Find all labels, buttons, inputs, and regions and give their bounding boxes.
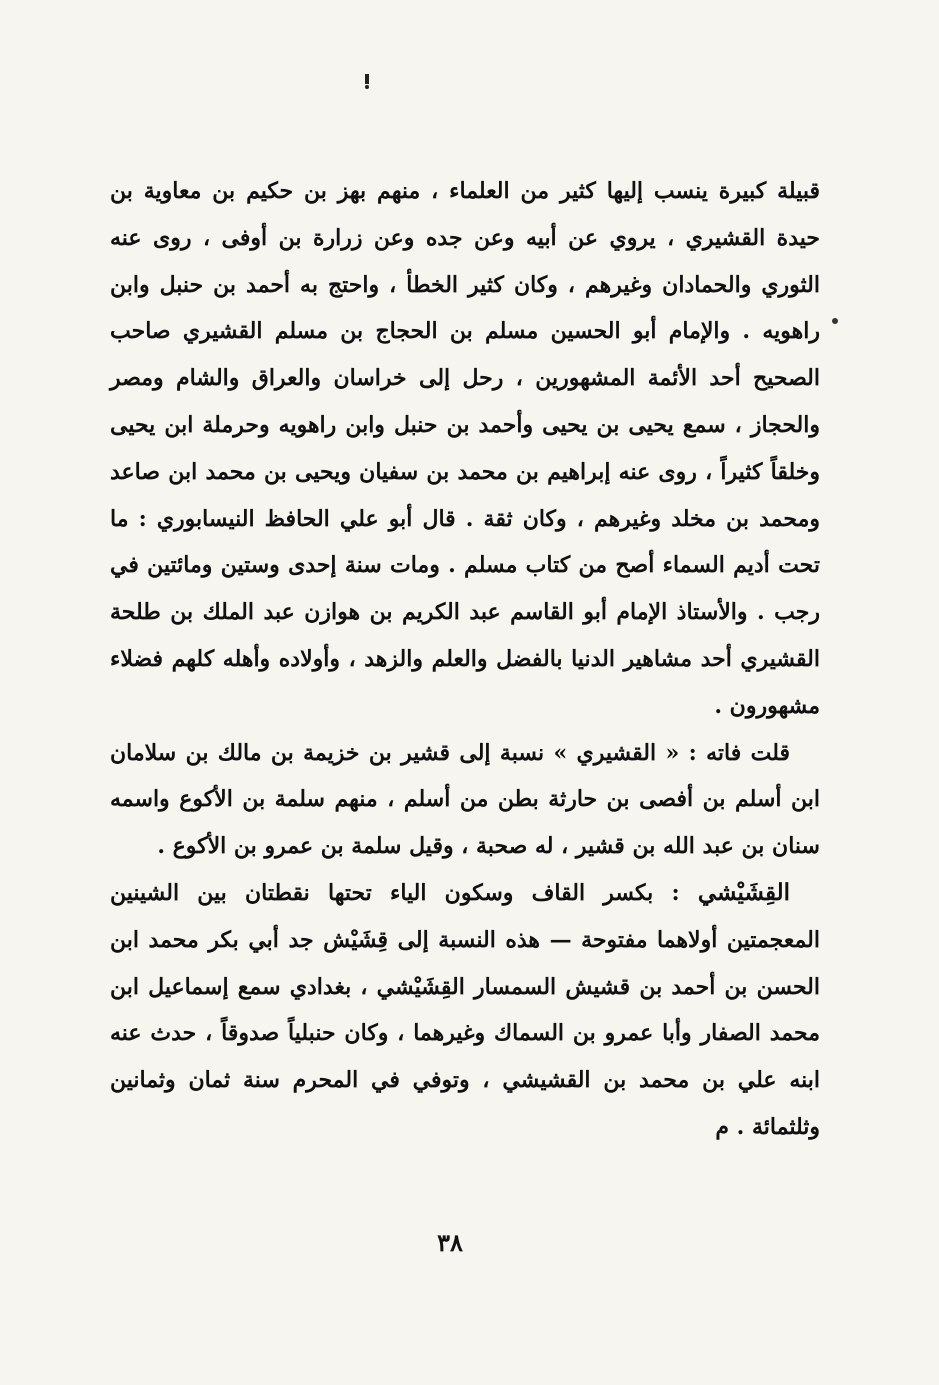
entry-body: : بكسر القاف وسكون الياء تحتها نقطتان بين الشينين المعجمتين أولاهما مفتوحة — هذه النسبة إلى قِشَيْش جد أبي بكر محمد ابن الحسن بن أحمد بن قشيش السمسار القِشَيْشي ، بغدادي سمع إسماعيل ابن محمد الصفار وأبا عمرو بن السماك وغيرهما ، وكان حنبلياً صدوقاً ، حدث عنه ابنه علي بن محمد بن القشيشي ، وتوفي في المحرم سنة ثمان وثمانين وثلثمائة . م: [110, 879, 820, 1140]
entry-headword: القِشَيْشي: [697, 878, 790, 906]
margin-speck: [832, 318, 838, 324]
top-ornament-mark: [362, 74, 372, 90]
main-text-block: [110, 168, 820, 1151]
entry-qushayshi: [110, 870, 820, 1151]
page-number: ٣٨: [437, 1228, 463, 1257]
paragraph-qushayri-tribe: قبيلة كبيرة ينسب إليها كثير من العلماء ، منهم بهز بن حكيم بن معاوية بن حيدة القشيري ، يروي عن أبيه وعن جده وعن زرارة بن أوفى ، روى عنه الثوري والحمادان وغيرهم ، وكان كثير الخطأ ، واحتج به أحمد بن حنبل وابن راهويه . والإمام أبو الحسين مسلم بن الحجاج بن مسلم القشيري صاحب الصحيح أحد الأئمة المشهورين ، رحل إلى خراسان والعراق والشام ومصر والحجاز ، سمع يحيى بن يحيى وأحمد بن حنبل وابن راهويه وحرملة ابن يحيى وخلقاً كثيراً ، روى عنه إبراهيم بن محمد بن سفيان ويحيى بن محمد ابن صاعد ومحمد بن مخلد وغيرهم ، وكان ثقة . قال أبو علي الحافظ النيسابوري : ما تحت أديم السماء أصح من كتاب مسلم . ومات سنة إحدى وستين ومائتين في رجب . والأستاذ الإمام أبو القاسم عبد الكريم بن هوازن عبد الملك بن طلحة القشيري أحد مشاهير الدنيا بالفضل والعلم والزهد ، وأولاده وأهله كلهم فضلاء مشهورون .: [110, 178, 820, 719]
paragraph-qultu-fatah: قلت فاته : « القشيري » نسبة إلى قشير بن خزيمة بن مالك بن سلامان ابن أسلم بن أفصى بن حارثة بطن من أسلم ، منهم سلمة بن الأكوع واسمه سنان بن عبد الله بن قشير ، له صحبة ، وقيل سلمة بن عمرو بن الأكوع .: [110, 739, 820, 860]
